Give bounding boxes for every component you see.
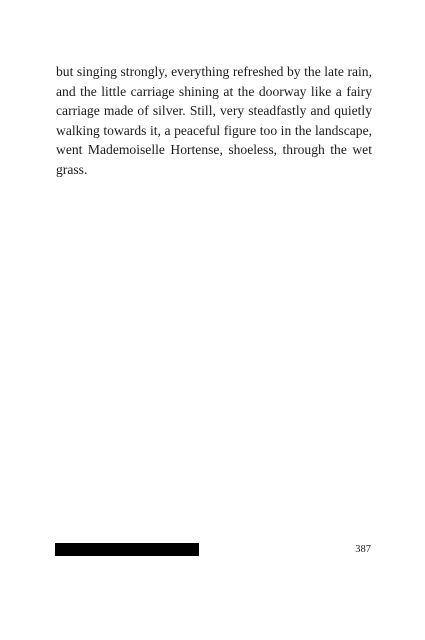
page-number: 387 — [355, 544, 371, 555]
body-paragraph — [56, 62, 372, 180]
redaction-bar — [55, 543, 199, 556]
text-line: but singing strongly, everything refreshed by the late rain, — [56, 64, 372, 79]
text-line: went Mademoiselle Hortense, shoeless, through the wet — [56, 142, 372, 158]
text-line: and the little carriage shining at the doorway like a fairy — [56, 83, 372, 99]
text-line: carriage made of silver. Still, very steadfastly and quietly — [56, 103, 372, 119]
text-line: walking towards it, a peaceful figure too in the landscape, — [56, 122, 372, 138]
text-line: grass. — [56, 161, 88, 177]
